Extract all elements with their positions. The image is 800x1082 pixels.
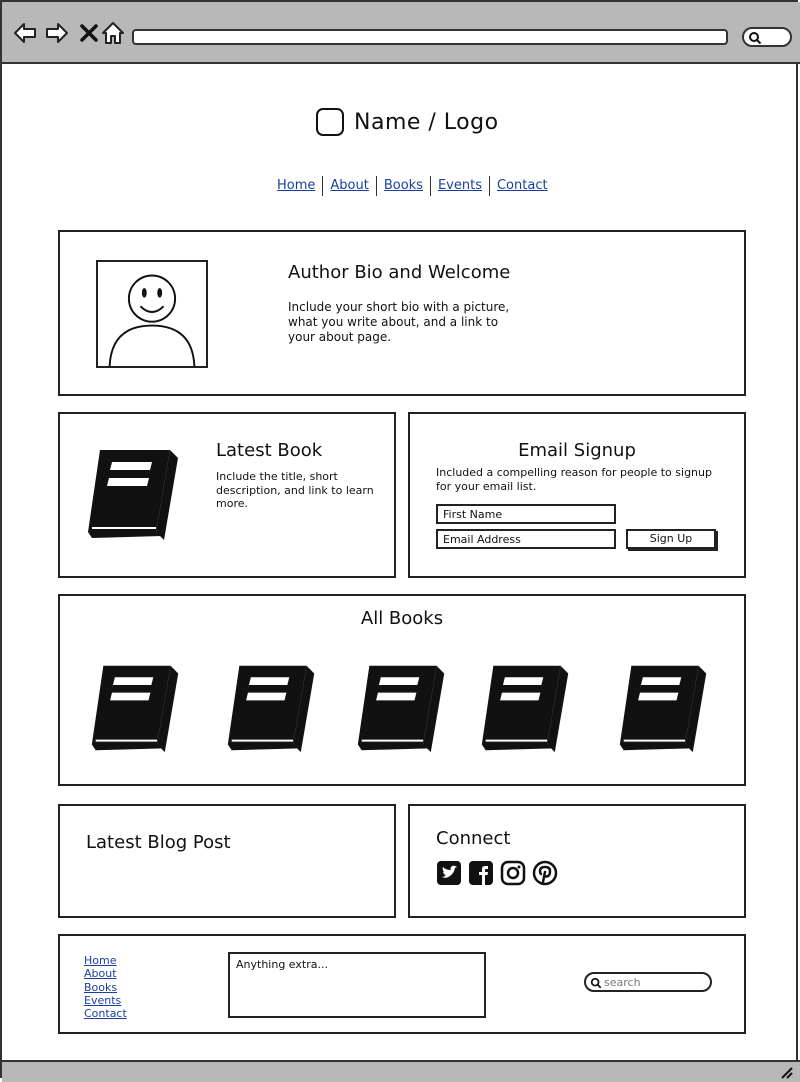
search-icon: [748, 31, 762, 45]
footer-search-input[interactable]: [584, 972, 712, 992]
footer-link-contact[interactable]: Contact: [84, 1007, 127, 1021]
latest-book-title: Latest Book: [216, 440, 323, 461]
first-name-field[interactable]: First Name: [436, 504, 616, 524]
email-signup-section: [408, 412, 746, 578]
nav-about[interactable]: About: [330, 178, 369, 193]
bio-title: Author Bio and Welcome: [288, 262, 511, 283]
footer-link-books[interactable]: Books: [84, 980, 118, 994]
bio-text: Include your short bio with a picture, what you write about, and a link to your about page.: [288, 300, 510, 344]
site-logo[interactable]: [316, 106, 499, 138]
book-icon[interactable]: [474, 660, 578, 756]
address-bar[interactable]: [132, 29, 728, 45]
book-icon[interactable]: [220, 660, 324, 756]
footer-links: [84, 954, 127, 1020]
footer: [58, 934, 746, 1034]
connect-section: [408, 804, 746, 918]
logo-text: Name / Logo: [354, 109, 499, 135]
instagram-icon[interactable]: [500, 860, 526, 886]
latest-book-text: Include the title, short description, and link to learn more.: [216, 470, 374, 510]
footer-search-placeholder: search: [604, 976, 641, 989]
connect-title: Connect: [436, 828, 511, 849]
book-icon[interactable]: [82, 444, 186, 544]
book-icon[interactable]: [350, 660, 454, 756]
all-books-title: All Books: [360, 608, 444, 629]
nav-contact[interactable]: Contact: [496, 178, 548, 193]
close-icon[interactable]: [76, 20, 102, 46]
sign-up-button[interactable]: Sign Up: [626, 529, 716, 549]
footer-link-about[interactable]: About: [84, 967, 117, 981]
nav-books[interactable]: Books: [383, 178, 423, 193]
blog-section: [58, 804, 396, 918]
all-books-section: [58, 594, 746, 786]
search-icon: [590, 977, 602, 989]
extra-text-area[interactable]: Anything extra...: [228, 952, 486, 1018]
signup-text: Included a compelling reason for people to signup for your email list.: [436, 466, 712, 493]
footer-link-home[interactable]: Home: [84, 954, 117, 967]
blog-title: Latest Blog Post: [86, 832, 231, 853]
browser-toolbar: [2, 2, 800, 64]
facebook-icon[interactable]: [468, 860, 494, 886]
forward-icon[interactable]: [44, 20, 70, 46]
twitter-icon[interactable]: [436, 860, 462, 886]
nav-home[interactable]: Home: [277, 178, 316, 193]
nav-events[interactable]: Events: [437, 178, 482, 193]
main-nav: [270, 176, 555, 196]
latest-book-section: [58, 412, 396, 578]
author-photo: [96, 260, 208, 368]
email-field[interactable]: Email Address: [436, 529, 616, 549]
browser-status-bar: [2, 1060, 800, 1082]
signup-title: Email Signup: [518, 440, 636, 461]
book-icon[interactable]: [84, 660, 188, 756]
resize-grip-icon[interactable]: [778, 1064, 794, 1080]
browser-search[interactable]: [742, 27, 792, 47]
bio-section: [58, 230, 746, 396]
home-icon[interactable]: [100, 20, 126, 46]
logo-placeholder-icon: [316, 108, 344, 136]
back-icon[interactable]: [12, 20, 38, 46]
pinterest-icon[interactable]: [532, 860, 558, 886]
book-icon[interactable]: [612, 660, 716, 756]
footer-link-events[interactable]: Events: [84, 993, 122, 1007]
